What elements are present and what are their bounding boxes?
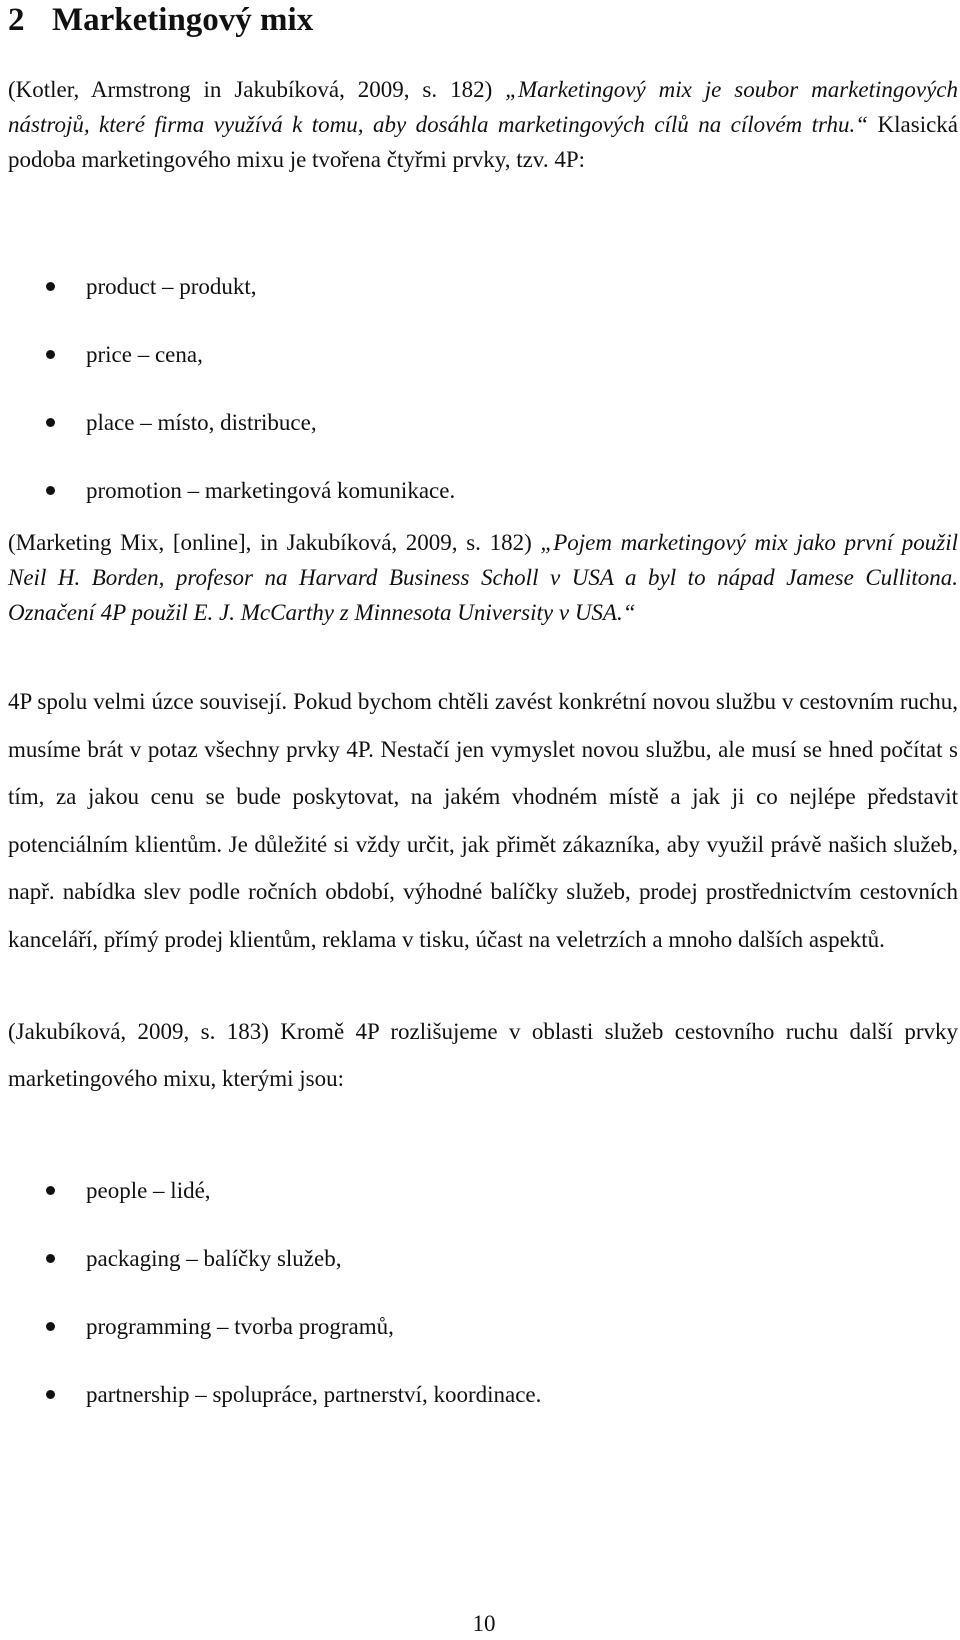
extra-intro-paragraph: (Jakubíková, 2009, s. 183) Kromě 4P rozlišujeme v oblasti služeb cestovního ruchu další prvky marketingového mixu, kterými jsou:	[8, 1019, 958, 1091]
four-p-list	[8, 270, 958, 542]
body-paragraph: 4P spolu velmi úzce souvisejí. Pokud bychom chtěli zavést konkrétní novou službu v cestovním ruchu, musíme brát v potaz všechny prvky 4P. Nestačí jen vymyslet novou službu, ale musí se hned počítat s tím, za jakou cenu se bude poskytovat, na jakém vhodném místě a jak ji co nejlépe představit potenciálním klientům. Je důležité si vždy určit, jak přimět zákazníka, aby využil právě našich služeb, např. nabídka slev podle ročních období, výhodné balíčky služeb, prodej prostřednictvím cestovních kanceláří, přímý prodej klientům, reklama v tisku, účast na veletrzích a mnoho dalších aspektů.	[8, 689, 958, 952]
list-item-text: promotion – marketingová komunikace.	[86, 478, 456, 503]
extra-p-list	[8, 1174, 958, 1446]
chapter-heading	[8, 0, 313, 40]
intro-quote: „Marketingový mix je soubor marketingových nástrojů, které firma využívá k tomu, aby dosáhla marketingových cílů na cílovém trhu.“	[8, 77, 959, 137]
bullet-icon	[46, 350, 55, 359]
list-item-text: partnership – spolupráce, partnerství, koordinace.	[86, 1382, 542, 1407]
list-item-text: place – místo, distribuce,	[86, 410, 317, 435]
list-item	[8, 338, 958, 406]
page-number: 10	[472, 1611, 496, 1636]
intro-text: Klasická podoba marketingového mixu je tvořena čtyřmi prvky, tzv. 4P:	[8, 112, 959, 172]
history-quote: „Pojem marketingový mix jako první použil Neil H. Borden, profesor na Harvard Business Scholl v USA a byl to nápad Jamese Cullitona. Označení 4P použil E. J. McCarthy z Minnesota University v USA.“	[8, 530, 959, 625]
list-item-text: programming – tvorba programů,	[86, 1314, 394, 1339]
history-paragraph	[8, 525, 958, 630]
history-citation: (Marketing Mix, [online], in Jakubíková, 2009, s. 182)	[8, 530, 532, 555]
list-item-text: price – cena,	[86, 342, 203, 367]
list-item	[8, 1242, 958, 1310]
list-item	[8, 406, 958, 474]
bullet-icon	[46, 282, 55, 291]
list-item-text: people – lidé,	[86, 1178, 211, 1203]
list-item	[8, 1174, 958, 1242]
list-item-text: product – produkt,	[86, 274, 257, 299]
bullet-icon	[46, 486, 55, 495]
list-item	[8, 1378, 958, 1446]
bullet-icon	[46, 418, 55, 427]
list-item-text: packaging – balíčky služeb,	[86, 1246, 342, 1271]
document-page	[8, 0, 960, 1640]
bullet-icon	[46, 1322, 55, 1331]
bullet-icon	[46, 1254, 55, 1263]
list-item	[8, 1310, 958, 1378]
intro-citation: (Kotler, Armstrong in Jakubíková, 2009, s. 182)	[8, 77, 493, 102]
chapter-title: Marketingový mix	[52, 2, 314, 38]
intro-paragraph	[8, 72, 958, 177]
chapter-number: 2	[8, 2, 25, 38]
list-item	[8, 270, 958, 338]
bullet-icon	[46, 1390, 55, 1399]
bullet-icon	[46, 1186, 55, 1195]
